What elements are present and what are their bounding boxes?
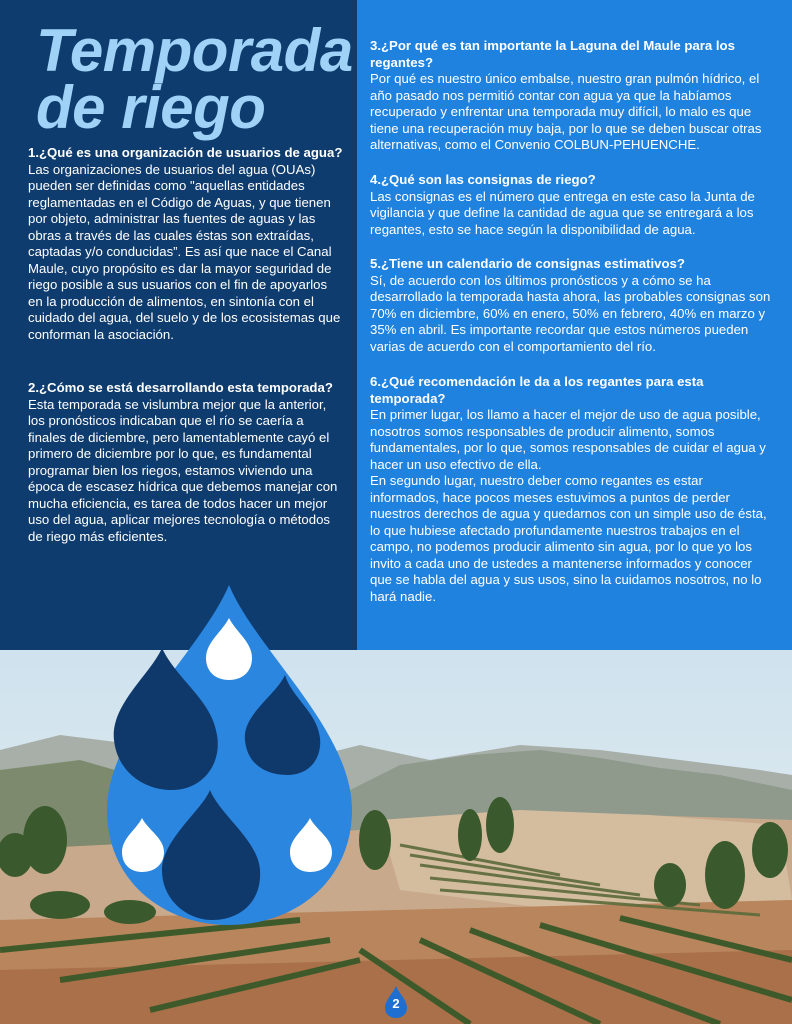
section-6-heading: 6.¿Qué recomendación le da a los regantes para esta temporada? — [370, 374, 704, 406]
section-5-heading: 5.¿Tiene un calendario de consignas estimativos? — [370, 256, 685, 271]
section-6-body-2: En segundo lugar, nuestro deber como regantes es estar informados, hace pocos meses estuvimos a puntos de perder nuestros derechos de agua y quedarnos con un simple uso de ésta, lo que hubiese afectado profundamente nuestros trabajos en el campo, no podemos producir alimento sin agua, por lo que yo los invito a cada uno de ustedes a mantenerse informados y conocer que se habla del agua y sus usos, sino la cuidamos nosotros, no lo hará nadie. — [370, 473, 767, 604]
page-number: 2 — [392, 996, 400, 1011]
section-1-heading: 1.¿Qué es una organización de usuarios de agua? — [28, 145, 343, 160]
section-2-heading: 2.¿Cómo se está desarrollando esta temporada? — [28, 380, 333, 395]
section-5 — [370, 256, 772, 355]
section-3-body: Por qué es nuestro único embalse, nuestro gran pulmón hídrico, el año pasado nos permitió contar con agua ya que la habíamos recuperado y enfrentar una temporada muy difícil, lo malo es que tiene una recuperación muy baja, por lo que se deben buscar otras alternativas, como el Convenio COLBUN-PEHUENCHE. — [370, 71, 762, 152]
section-2-body: Esta temporada se vislumbra mejor que la anterior, los pronósticos indicaban que el río se caería a finales de diciembre, pero lamentablemente cayó el primero de diciembre por lo que, es fundamental programar bien los riegos, estamos viviendo una época de escasez hídrica que debemos manejar con mucha eficiencia, es tarea de todos hacer un mejor uso del agua, aplicar mejores tecnología o métodos de riego más eficientes. — [28, 396, 338, 544]
section-1 — [28, 145, 344, 343]
water-drops-icon — [92, 580, 367, 930]
section-6 — [370, 374, 772, 605]
section-1-body: Las organizaciones de usuarios del agua (OUAs) pueden ser definidas como "aquellas entidades reglamentadas en el Código de Aguas, y que tienen por objeto, administrar las fuentes de aguas y las obras a través de las cuales éstas son extraídas, captadas y/o conducidas”. Es así que nace el Canal Maule, cuyo propósito es dar la mayor seguridad de riego posible a sus usuarios con el fin de apoyarlos en la producción de alimentos, en sintonía con el cuidado del agua, del suelo y de los ecosistemas que conforman la asociación. — [28, 161, 341, 342]
section-4-heading: 4.¿Qué son las consignas de riego? — [370, 172, 596, 187]
page-title — [36, 17, 353, 141]
section-2 — [28, 380, 344, 545]
title-line-2: de riego — [36, 74, 266, 141]
section-3 — [370, 38, 772, 154]
section-6-body: En primer lugar, los llamo a hacer el mejor de uso de agua posible, nosotros somos responsables de producir alimento, somos fundamentales, por lo que, somos responsables de cuidar el agua y hacer un uso efectivo de ella. — [370, 407, 766, 472]
title-line-1: Temporada — [36, 17, 353, 84]
section-5-body: Sí, de acuerdo con los últimos pronósticos y a cómo se ha desarrollado la temporada hasta ahora, las probables consignas son 70% en diciembre, 60% en enero, 50% en febrero, 40% en marzo y 35% en abril. Es importante recordar que estos números pueden varias de acuerdo con el comportamiento del río. — [370, 272, 771, 354]
section-3-heading: 3.¿Por qué es tan importante la Laguna del Maule para los regantes? — [370, 38, 735, 70]
section-4 — [370, 172, 772, 238]
section-4-body: Las consignas es el número que entrega en este caso la Junta de vigilancia y que define la cantidad de agua que se entregará a los regantes, esto se hace según la disponibilidad de agua. — [370, 188, 755, 237]
